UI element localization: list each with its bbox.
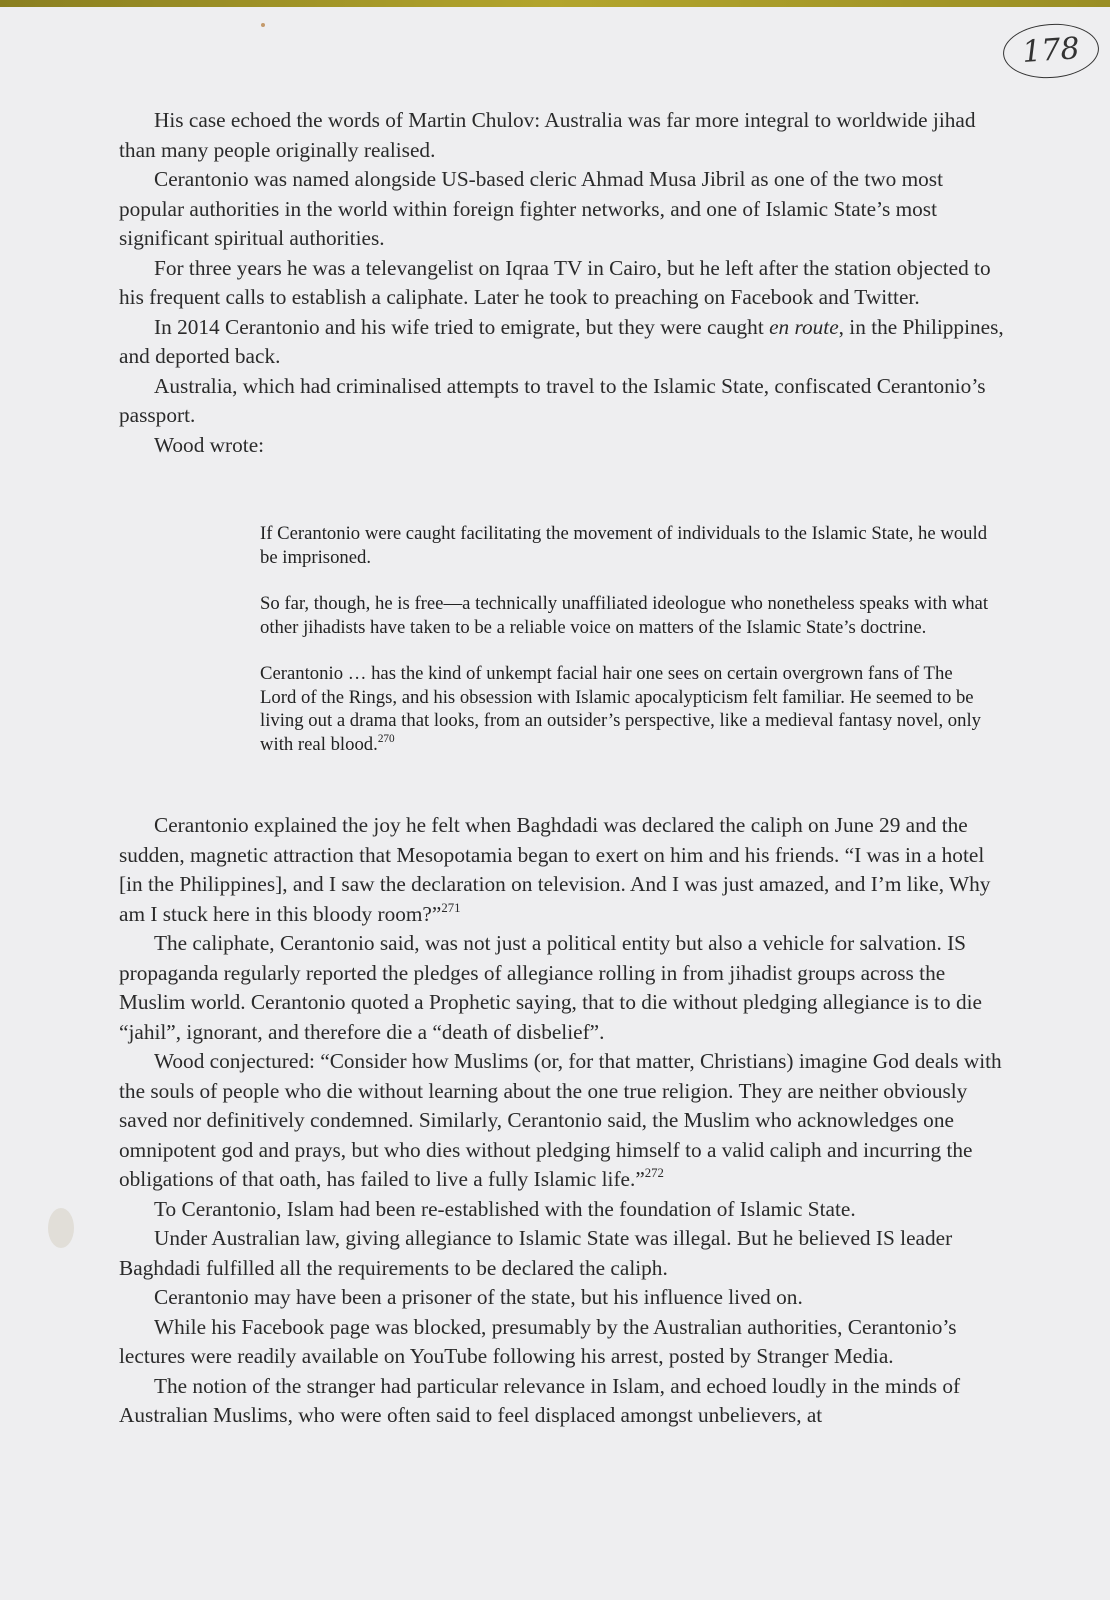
paragraph: Wood wrote: [154,432,265,457]
italic-phrase: en route [769,314,839,339]
paragraph: Under Australian law, giving allegiance to Islamic State was illegal. But he believed IS leader Baghdadi fulfilled all the requirements to be declared the caliph. [119,1226,953,1280]
scan-top-edge [0,0,1110,7]
footnote-ref: 271 [441,900,461,915]
paragraph: For three years he was a televangelist on Iqraa TV in Cairo, but he left after the station objected to his frequent calls to establish a caliphate. Later he took to preaching on Facebook and Twitter. [119,255,991,309]
handwritten-page-number: 178 [1001,21,1101,82]
paragraph: Australia, which had criminalised attempts to travel to the Islamic State, confiscated Cerantonio’s passport. [119,373,986,427]
quote-paragraph [260,662,992,756]
footnote-ref: 270 [377,732,395,745]
text-run: Cerantonio explained the joy he felt when Baghdadi was declared the caliph on June 29 and the sudden, magnetic attraction that Mesopotamia began to exert on him and his friends. “I was in a hotel [in the Philippines], and I saw the declaration on television. And I was just amazed, and I’m like, Why am I stuck here in this bloody room?” [119,813,991,926]
text-run: , in the Philippines, and deported back. [119,314,1004,368]
footnote-ref: 272 [644,1166,664,1181]
text-run: In 2014 Cerantonio and his wife tried to emigrate, but they were caught [154,314,770,339]
body-text-lower [119,811,1004,1431]
paragraph: His case echoed the words of Martin Chulov: Australia was far more integral to worldwide jihad than many people originally realised. [119,108,976,162]
paragraph: Cerantonio may have been a prisoner of the state, but his influence lived on. [154,1285,803,1309]
paragraph [119,1047,1004,1195]
paragraph: The caliphate, Cerantonio said, was not just a political entity but also a vehicle for salvation. IS propaganda regularly reported the pledges of allegiance rolling in from jihadist groups across the Muslim world. Cerantonio quoted a Prophetic saying, that to die without pledging allegiance is to die “jahil”, ignorant, and therefore die a “death of disbelief”. [119,931,982,1044]
scan-speck [48,1208,74,1248]
paragraph-emigrate [119,313,1004,372]
quote-paragraph: So far, though, he is free—a technically unaffiliated ideologue who nonetheless speaks with what other jihadists have taken to be a reliable voice on matters of the Islamic State’s doctrine. [260,593,989,638]
text-run: Wood conjectured: “Consider how Muslims (or, for that matter, Christians) imagine God deals with the souls of people who die without learning about the one true religion. They are neither obviously saved nor definitively condemned. Similarly, Cerantonio said, the Muslim who acknowledges one omnipotent god and prays, but who dies without pledging himself to a valid caliph and incurring the obligations of that oath, has failed to live a fully Islamic life.” [119,1049,1002,1191]
paragraph [119,811,1004,929]
paragraph: The notion of the stranger had particular relevance in Islam, and echoed loudly in the minds of Australian Muslims, who were often said to feel displaced amongst unbelievers, at [119,1373,961,1427]
body-text-upper [119,106,1004,460]
quote-paragraph: If Cerantonio were caught facilitating the movement of individuals to the Islamic State, he would be imprisoned. [260,523,988,568]
paragraph: To Cerantonio, Islam had been re-established with the foundation of Islamic State. [154,1196,856,1221]
paragraph: While his Facebook page was blocked, presumably by the Australian authorities, Cerantonio’s lectures were readily available on YouTube following his arrest, posted by Stranger Media. [119,1314,957,1368]
text-run: Cerantonio … has the kind of unkempt facial hair one sees on certain overgrown fans of The Lord of the Rings, and his obsession with Islamic apocalypticism felt familiar. He seemed to be living out a drama that looks, from an outsider’s perspective, like a medieval fantasy novel, only with real blood. [260,663,982,755]
block-quote [260,522,992,779]
paragraph: Cerantonio was named alongside US-based cleric Ahmad Musa Jibril as one of the two most popular authorities in the world within foreign fighter networks, and one of Islamic State’s most significant spiritual authorities. [119,167,944,250]
scan-speck [261,23,265,27]
